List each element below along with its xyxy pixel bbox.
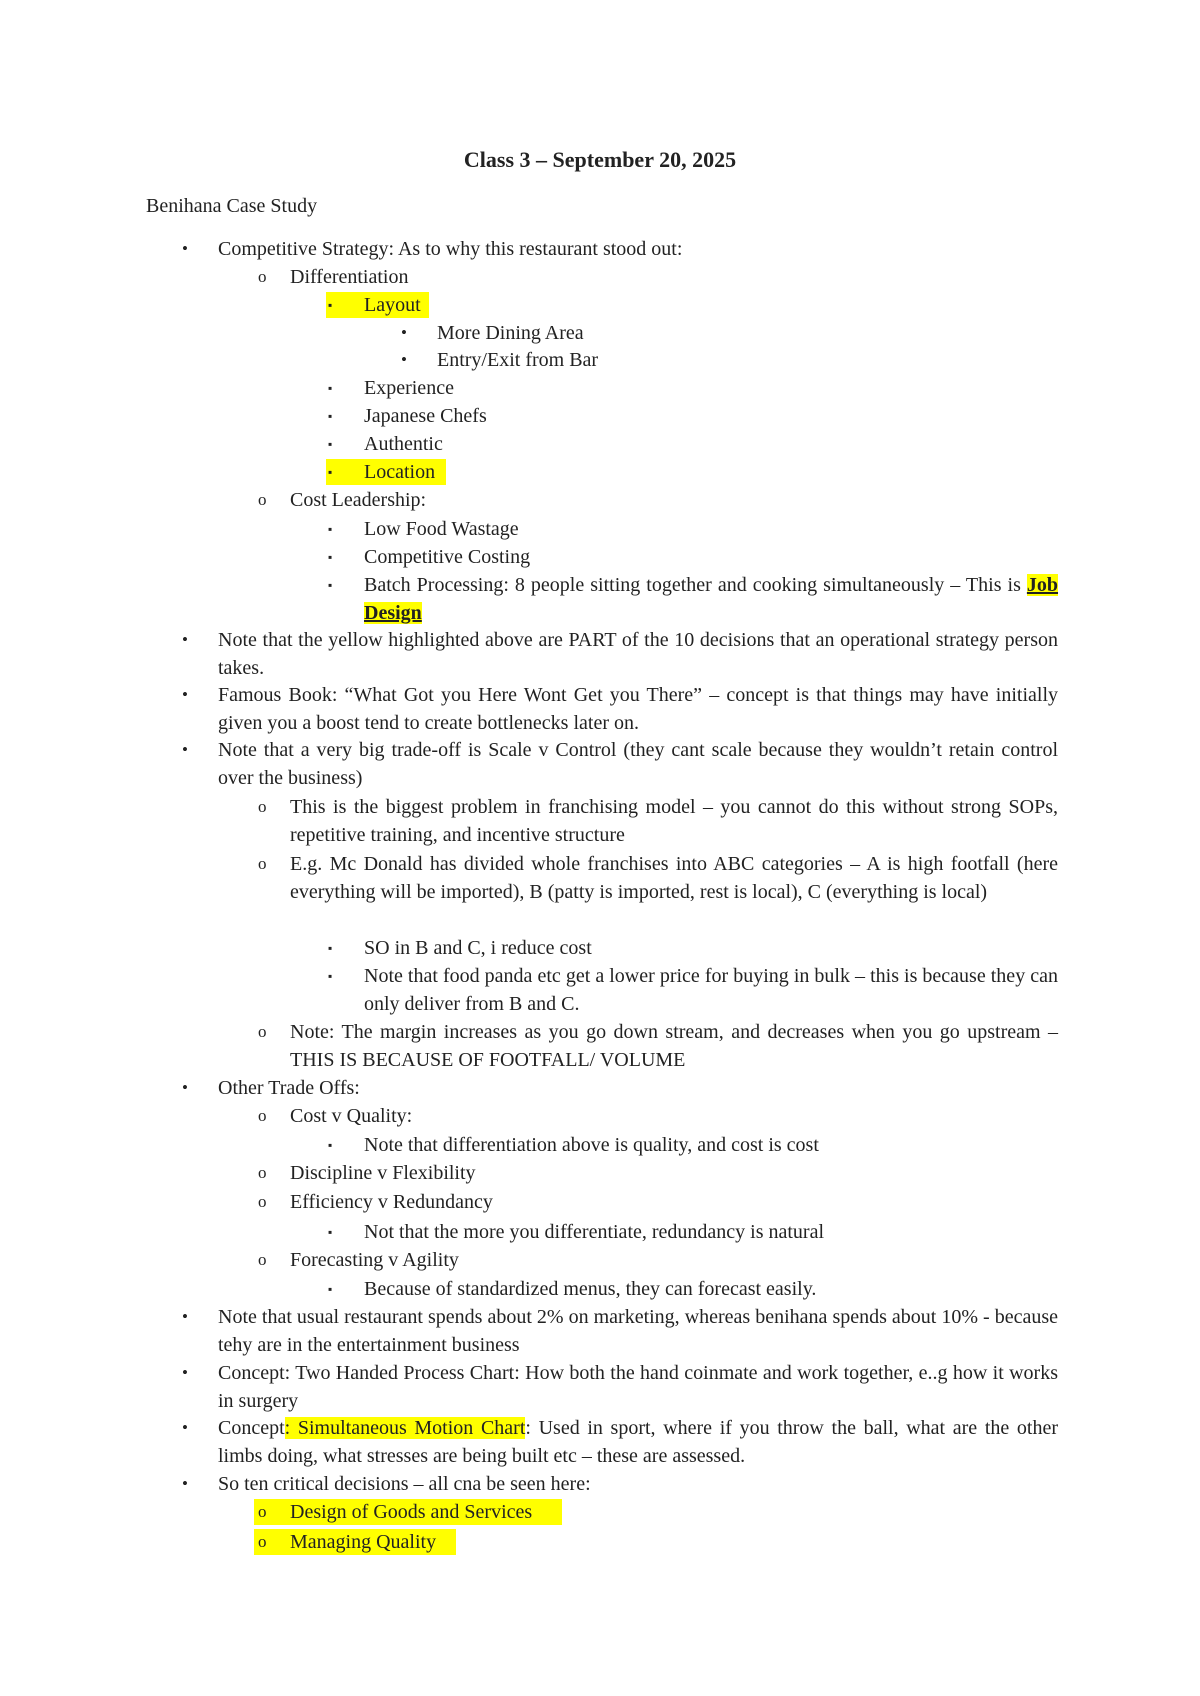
bullet-icon: o: [258, 797, 267, 816]
list-item: Cost v Quality:: [290, 1105, 413, 1127]
list-item: Note that differentiation above is quality, and cost is cost: [364, 1134, 819, 1156]
bullet-icon: o: [258, 1192, 267, 1211]
bullet-icon: •: [182, 1474, 188, 1493]
bullet-icon: ▪: [328, 465, 333, 479]
list-item: Differentiation: [290, 266, 409, 288]
bullet-icon: o: [258, 1250, 267, 1269]
bullet-icon: ▪: [328, 298, 333, 312]
bullet-icon: •: [182, 685, 188, 704]
list-item: More Dining Area: [437, 322, 584, 344]
simultaneous-motion-text: : Used in sport, where if you throw the ball, what are the other limbs doing, what stresses are being built etc – these are assessed.: [218, 1417, 1059, 1467]
list-item: Managing Quality: [290, 1531, 437, 1553]
list-item: So ten critical decisions – all cna be seen here:: [218, 1473, 591, 1495]
bullet-icon: ▪: [328, 1138, 333, 1152]
bullet-icon: ▪: [328, 1225, 333, 1239]
list-item: Concept: Two Handed Process Chart: How both the hand coinmate and work together, e..g how it works in surgery: [218, 1362, 1058, 1412]
list-item: Discipline v Flexibility: [290, 1162, 476, 1184]
list-item: Note that the yellow highlighted above are PART of the 10 decisions that an operational strategy person takes.: [218, 629, 1058, 679]
list-item: Because of standardized menus, they can forecast easily.: [364, 1278, 817, 1300]
bullet-icon: •: [182, 740, 188, 759]
bullet-icon: ▪: [328, 409, 333, 423]
bullet-icon: o: [258, 1106, 267, 1125]
bullet-icon: •: [182, 630, 188, 649]
list-item: Note that a very big trade-off is Scale v Control (they cant scale because they wouldn’t retain control over the business): [218, 739, 1058, 789]
bullet-icon: ▪: [328, 381, 333, 395]
bullet-icon: o: [258, 1532, 267, 1551]
bullet-icon: ▪: [328, 522, 333, 536]
batch-processing-text: Batch Processing: 8 people sitting together and cooking simultaneously – This is: [364, 574, 1021, 596]
bullet-icon: •: [182, 239, 188, 258]
bullet-icon: •: [401, 323, 407, 342]
list-item: Note that usual restaurant spends about 2% on marketing, whereas benihana spends about 10% - because tehy are in the entertainment business: [218, 1306, 1058, 1356]
bullet-icon: •: [182, 1418, 188, 1437]
bullet-icon: o: [258, 490, 267, 509]
bullet-icon: •: [401, 350, 407, 369]
list-item: SO in B and C, i reduce cost: [364, 937, 592, 959]
list-item: Note: The margin increases as you go down stream, and decreases when you go upstream – THIS IS BECAUSE OF FOOTFALL/ VOLUME: [290, 1021, 1058, 1071]
case-study-heading: Benihana Case Study: [146, 195, 318, 217]
list-item: E.g. Mc Donald has divided whole franchises into ABC categories – A is high footfall (here everything will be imported), B (patty is imported, rest is local), C (everything is local): [290, 853, 1058, 903]
bullet-icon: ▪: [328, 941, 333, 955]
list-item: Competitive Costing: [364, 546, 531, 568]
list-item: Not that the more you differentiate, redundancy is natural: [364, 1221, 825, 1243]
bullet-icon: ▪: [328, 1282, 333, 1296]
list-item: Entry/Exit from Bar: [437, 349, 599, 371]
list-item: Experience: [364, 377, 454, 399]
list-item: [218, 1415, 1058, 1470]
list-item: Competitive Strategy: As to why this restaurant stood out:: [218, 238, 683, 260]
list-item: Efficiency v Redundancy: [290, 1191, 493, 1213]
list-item: Layout: [364, 294, 421, 316]
list-item: Japanese Chefs: [364, 405, 487, 427]
list-item: Location: [364, 461, 436, 483]
bullet-icon: ▪: [328, 550, 333, 564]
bullet-icon: •: [182, 1078, 188, 1097]
list-item: Cost Leadership:: [290, 489, 427, 511]
bullet-icon: o: [258, 1163, 267, 1182]
list-item: Low Food Wastage: [364, 518, 519, 540]
list-item: Authentic: [364, 433, 443, 455]
list-item: Famous Book: “What Got you Here Wont Get you There” – concept is that things may have initially given you a boost tend to create bottlenecks later on.: [218, 684, 1058, 734]
list-item: Forecasting v Agility: [290, 1249, 459, 1271]
list-item: Other Trade Offs:: [218, 1077, 360, 1099]
list-item: Design of Goods and Services: [290, 1501, 533, 1523]
bullet-icon: o: [258, 1502, 267, 1521]
list-item: [364, 572, 1058, 627]
bullet-icon: •: [182, 1363, 188, 1382]
bullet-icon: ▪: [328, 969, 333, 983]
job-design-highlight: Job Design: [364, 574, 1059, 624]
concept-colon: :: [284, 1417, 291, 1439]
simultaneous-motion-highlight: [285, 1417, 526, 1439]
bullet-icon: ▪: [328, 437, 333, 451]
list-item: Note that food panda etc get a lower price for buying in bulk – this is because they can only deliver from B and C.: [364, 965, 1058, 1015]
bullet-icon: ▪: [328, 578, 333, 592]
bullet-icon: •: [182, 1307, 188, 1326]
simultaneous-motion-term: Simultaneous Motion Chart: [290, 1417, 526, 1439]
bullet-icon: o: [258, 267, 267, 286]
bullet-icon: o: [258, 854, 267, 873]
bullet-icon: o: [258, 1022, 267, 1041]
concept-label: Concept: [218, 1417, 285, 1439]
list-item: This is the biggest problem in franchising model – you cannot do this without strong SOPs, repetitive training, and incentive structure: [290, 796, 1058, 846]
page-title: Class 3 – September 20, 2025: [463, 147, 737, 172]
